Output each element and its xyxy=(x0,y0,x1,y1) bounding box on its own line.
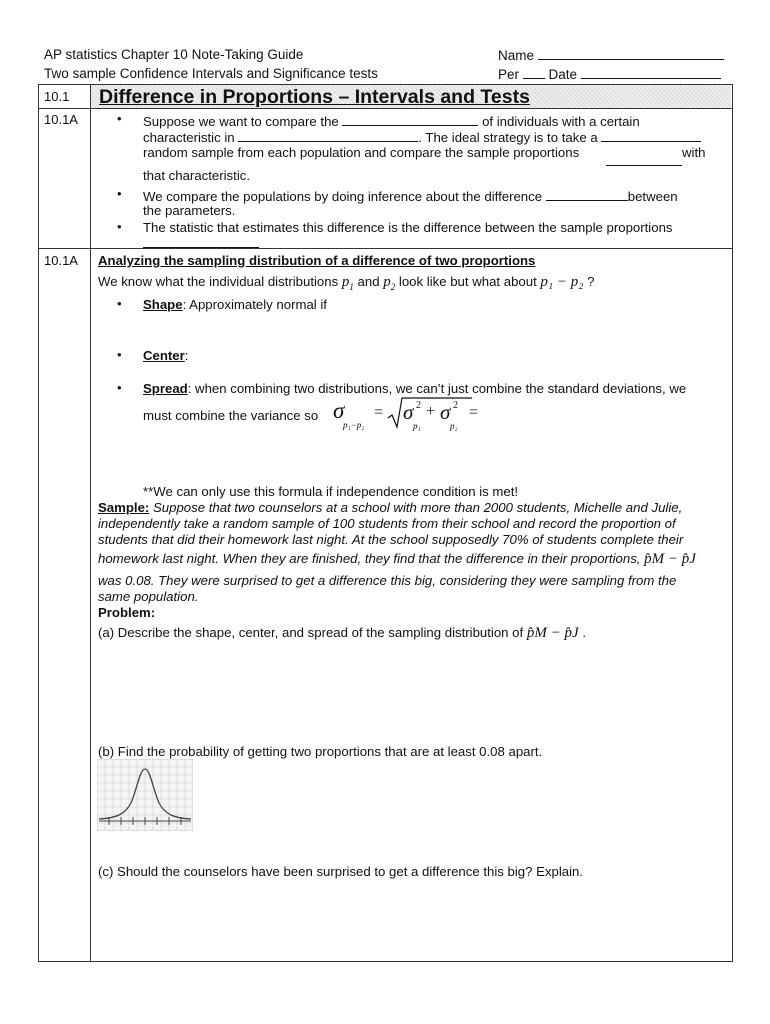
intro-text: random sample from each population and compare the sample proportions xyxy=(143,145,580,160)
intro-bullet-2-line-2: the parameters. xyxy=(143,203,236,218)
per-date-field[interactable] xyxy=(498,65,721,84)
bullet-dot: • xyxy=(117,186,122,201)
sample-line-4 xyxy=(98,551,696,567)
intro-bullet-3-line-1: The statistic that estimates this difference is the difference between the sample proportions xyxy=(143,220,673,235)
problem-a xyxy=(98,625,586,641)
per-label: Per xyxy=(498,67,520,82)
intro-text: between xyxy=(627,189,678,204)
independence-note: **We can only use this formula if independence condition is met! xyxy=(143,484,519,499)
name-label: Name xyxy=(498,48,535,63)
text: ? xyxy=(587,274,595,289)
problem-label: Problem: xyxy=(98,605,156,620)
normal-curve-image xyxy=(97,759,193,831)
shape-text: : Approximately normal if xyxy=(182,297,327,312)
variance-text: must combine the variance so xyxy=(143,408,319,423)
bullet-dot: • xyxy=(117,219,122,234)
intro-bullet-1-line-3 xyxy=(143,145,579,161)
sq-b: 2 xyxy=(453,400,458,411)
center-line xyxy=(143,348,188,364)
spread-label: Spread xyxy=(143,381,188,396)
sq-a: 2 xyxy=(416,400,421,411)
intro-text: We compare the populations by doing inference about the difference xyxy=(143,189,543,204)
p1-symbol: $p_1$ xyxy=(341,274,354,292)
sample-line-6: same population. xyxy=(98,589,199,604)
individual-distributions-line xyxy=(98,274,594,295)
sample-line-1 xyxy=(98,500,682,516)
sample-line-5: was 0.08. They were surprised to get a difference this big, considering they were sampling from the xyxy=(98,573,677,588)
intro-bullet-1-line-4: that characteristic. xyxy=(143,168,251,183)
text: We know what the individual distributions xyxy=(98,274,339,289)
shape-label: Shape xyxy=(143,297,183,312)
equals-sign-2: = xyxy=(469,404,479,421)
problem-text: (a) Describe the shape, center, and spread of the sampling distribution of xyxy=(98,625,524,640)
sigma-subscript: p₁−p₂ xyxy=(343,420,365,430)
spread-line xyxy=(143,381,686,397)
problem-b: (b) Find the probability of getting two proportions that are at least 0.08 apart. xyxy=(98,744,543,759)
sigma-b: σ xyxy=(440,400,451,424)
answer-blank[interactable] xyxy=(143,234,259,248)
intro-with: with xyxy=(682,145,706,160)
text: and xyxy=(357,274,380,289)
intro-text: . The ideal strategy is to take a xyxy=(418,130,598,145)
name-blank[interactable] xyxy=(538,46,724,60)
bullet-dot: • xyxy=(117,111,122,126)
phat-difference: p̂M − p̂J xyxy=(644,551,696,567)
section-number-10-1: 10.1 xyxy=(44,89,70,104)
phat-difference: p̂M − p̂J xyxy=(526,625,579,641)
sigma-symbol: σ xyxy=(333,398,345,423)
sample-text: homework last night. When they are finished, they find that the difference in their proportions, xyxy=(98,551,641,566)
bullet-dot: • xyxy=(117,380,122,395)
spread-text: : when combining two distributions, we can’t just combine the standard deviations, we xyxy=(187,381,687,396)
sampling-heading: Analyzing the sampling distribution of a difference of two proportions xyxy=(98,253,536,268)
date-label: Date xyxy=(548,67,578,82)
section-number-10-1a-second: 10.1A xyxy=(44,253,78,268)
intro-bullet-1-line-2 xyxy=(143,128,701,146)
answer-blank[interactable] xyxy=(606,152,682,166)
subtitle-line: Two sample Confidence Intervals and Significance tests xyxy=(44,66,378,81)
answer-blank[interactable] xyxy=(601,128,701,142)
page-title: Difference in Proportions – Intervals and Tests xyxy=(99,86,530,108)
intro-text: characteristic in xyxy=(143,130,235,145)
center-label: Center xyxy=(143,348,185,363)
per-blank[interactable] xyxy=(523,65,545,79)
problem-text: . xyxy=(582,625,586,640)
section-number-10-1a-first: 10.1A xyxy=(44,112,78,127)
equals-sign: = xyxy=(374,404,384,421)
sample-text: Suppose that two counselors at a school with more than 2000 students, Michelle and Julie, xyxy=(152,500,683,515)
sigma-a: σ xyxy=(403,400,414,424)
answer-blank[interactable] xyxy=(238,128,418,142)
shape-line xyxy=(143,297,327,313)
answer-blank[interactable] xyxy=(342,112,478,126)
date-blank[interactable] xyxy=(581,65,721,79)
difference-expression: p₁ − p₂ xyxy=(540,274,584,290)
sub-a: p₁ xyxy=(413,421,421,431)
bullet-dot: • xyxy=(117,296,122,311)
sample-line-3: students that did their homework last night. At the school supposedly 70% of students complete their xyxy=(98,532,684,547)
plus-sign: + xyxy=(426,403,436,420)
course-line: AP statistics Chapter 10 Note-Taking Guide xyxy=(44,47,304,62)
bullet-dot: • xyxy=(117,347,122,362)
answer-blank[interactable] xyxy=(546,187,628,201)
intro-text: of individuals with a certain xyxy=(482,114,640,129)
name-field[interactable] xyxy=(498,46,724,65)
column-divider xyxy=(90,84,91,961)
intro-text: Suppose we want to compare the xyxy=(143,114,339,129)
row-divider-2 xyxy=(38,248,732,249)
problem-c: (c) Should the counselors have been surprised to get a difference this big? Explain. xyxy=(98,864,584,879)
text: look like but what about xyxy=(398,274,537,289)
sample-line-2: independently take a random sample of 100 students from their school and record the proportion of xyxy=(98,516,676,531)
sample-label: Sample: xyxy=(98,500,150,515)
p2-symbol: $p_2$ xyxy=(383,274,396,292)
center-text: : xyxy=(184,348,189,363)
sub-b: p₂ xyxy=(450,421,458,431)
